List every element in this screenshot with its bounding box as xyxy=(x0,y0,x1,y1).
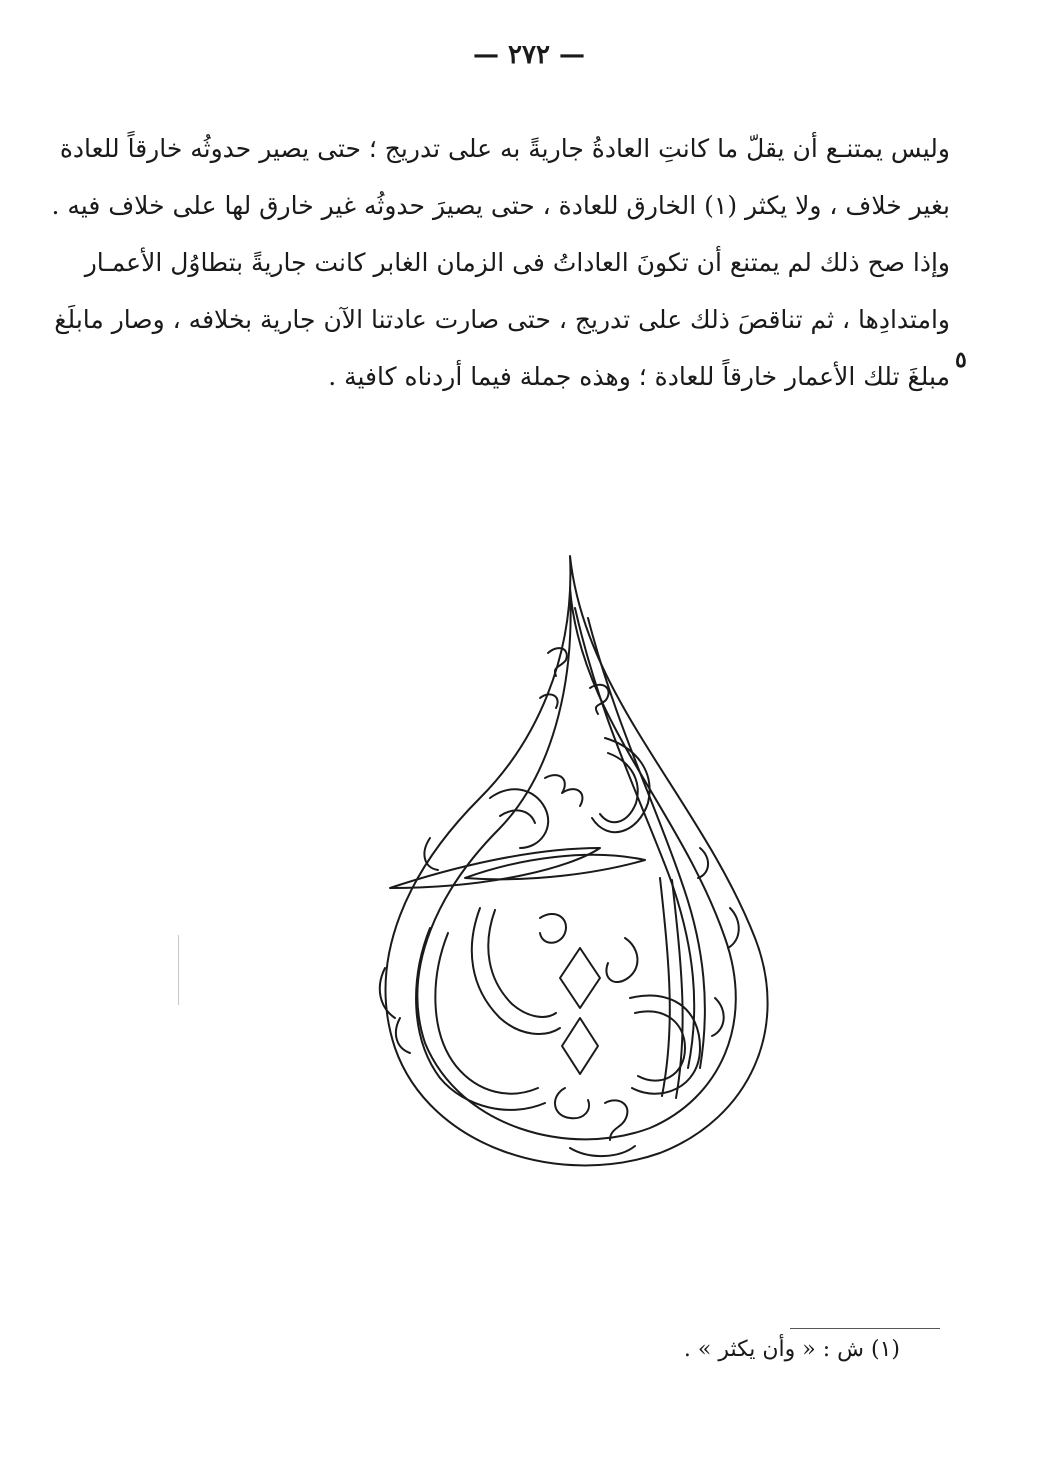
line-number-marker: ٥ xyxy=(955,347,967,373)
paragraph-line: وإذا صح ذلك لم يمتنع أن تكونَ العاداتُ فى الزمان الغابر كانت جاريةً بتطاوُل الأعمـار xyxy=(84,248,950,277)
scan-artifact-line xyxy=(178,935,179,1005)
paragraph-line: مبلغَ تلك الأعمار خارقاً للعادة ؛ وهذه جملة فيما أردناه كافية . xyxy=(328,362,950,391)
page-number: — ٢٧٢ — xyxy=(472,40,586,70)
footnote-divider xyxy=(790,1328,940,1329)
calligraphy-teardrop-ornament-icon xyxy=(370,548,790,1178)
main-paragraph xyxy=(51,120,950,405)
paragraph-line: وامتدادِها ، ثم تناقصَ ذلك على تدريج ، حتى صارت عادتنا الآن جارية بخلافه ، وصار مابلَغ xyxy=(54,305,950,334)
footnote: (١) ش : « وأن يكثر » . xyxy=(683,1337,900,1362)
paragraph-line: بغير خلاف ، ولا يكثر (١) الخارق للعادة ، حتى يصيرَ حدوثُه غير خارق لها على خلاف فيه . xyxy=(51,191,950,220)
paragraph-line: وليس يمتنـع أن يقلّ ما كانتِ العادةُ جاريةً به على تدريج ؛ حتى يصير حدوثُه خارقاً للعادة xyxy=(59,134,950,163)
